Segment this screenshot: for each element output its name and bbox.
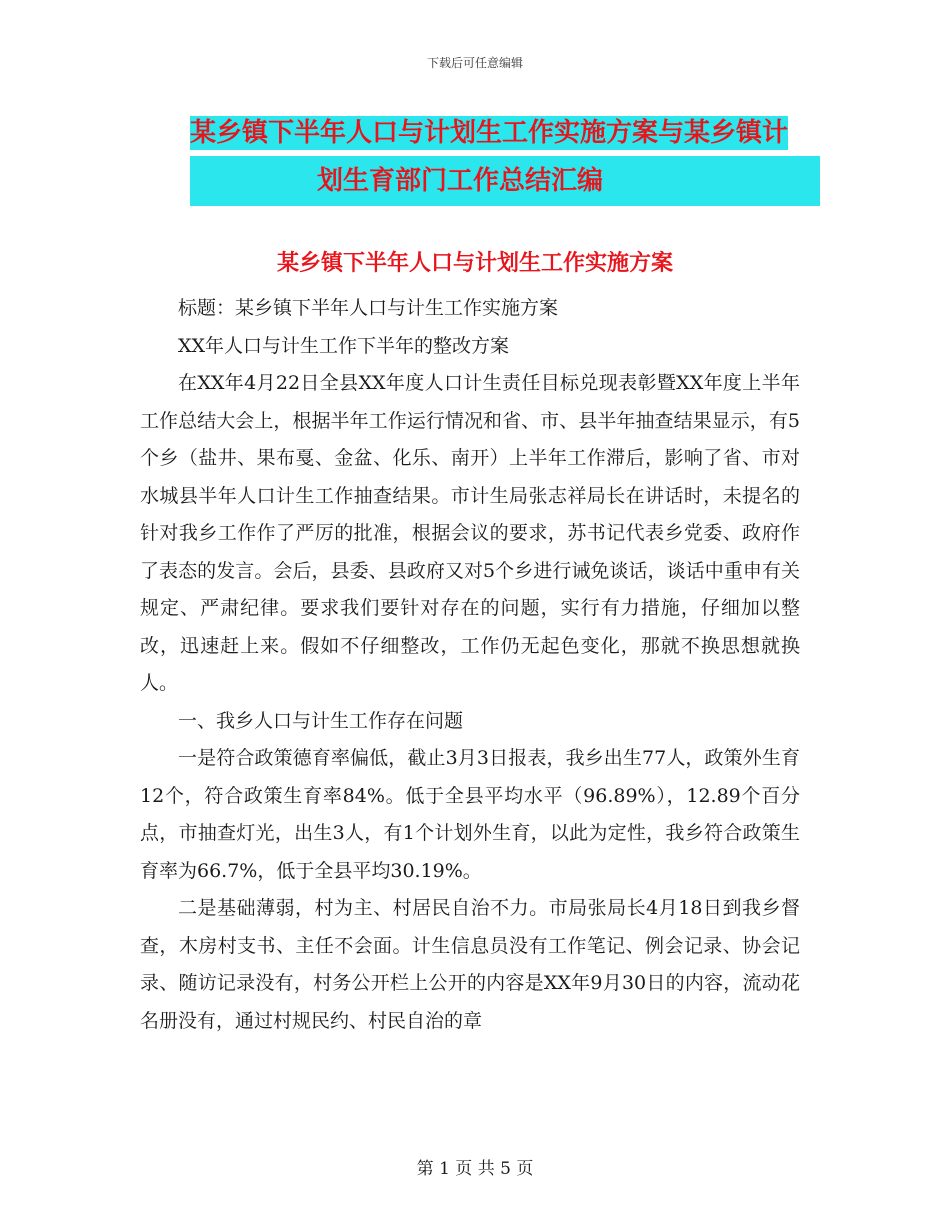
document-body [140, 290, 800, 1040]
paragraph-intro: 在XX年4月22日全县XX年度人口计生责任目标兑现表彰暨XX年度上半年工作总结大会上，根据半年工作运行情况和省、市、县半年抽查结果显示，有5个乡（盐井、果布戛、金盆、化乐、南开）上半年工作滞后，影响了省、市对水城县半年人口计生工作抽查结果。市计生局张志祥局长在讲话时，未提名的针对我乡工作作了严厉的批准，根据会议的要求，苏书记代表乡党委、政府作了表态的发言。会后，县委、县政府又对5个乡进行诫免谈话，谈话中重申有关规定、严肃纪律。要求我们要针对存在的问题，实行有力措施，仔细加以整改，迅速赶上来。假如不仔细整改，工作仍无起色变化，那就不换思想就换人。 [140, 372, 800, 694]
document-title-line2-text: 划生育部门工作总结汇编 [316, 166, 603, 196]
paragraph-plan-title: XX年人口与计生工作下半年的整改方案 [178, 334, 510, 357]
document-title-line2 [190, 156, 820, 206]
page-number: 第 1 页 共 5 页 [416, 1159, 534, 1179]
paragraph-heading: 标题：某乡镇下半年人口与计生工作实施方案 [178, 297, 559, 319]
page-header-note: 下载后可任意编辑 [426, 56, 523, 70]
document-title [190, 110, 820, 206]
paragraph-issue-one: 一是符合政策德育率偏低，截止3月3日报表，我乡出生77人，政策外生育12个，符合政策生育率84%。低于全县平均水平（96.89%），12.89个百分点，市抽查灯光，出生3人，有1个计划外生育，以此为定性，我乡符合政策生育率为66.7%，低于全县平均30.19%。 [140, 747, 800, 882]
paragraph-issue-two: 二是基础薄弱，村为主、村居民自治不力。市局张局长4月18日到我乡督查，木房村支书、主任不会面。计生信息员没有工作笔记、例会记录、协会记录、随访记录没有，村务公开栏上公开的内容是XX年9月30日的内容，流动花名册没有，通过村规民约、村民自治的章 [140, 897, 800, 1032]
document-title-line1: 某乡镇下半年人口与计划生工作实施方案与某乡镇计 [190, 118, 789, 148]
section-title: 某乡镇下半年人口与计划生工作实施方案 [276, 251, 673, 276]
paragraph-section-one: 一、我乡人口与计生工作存在问题 [178, 709, 464, 732]
